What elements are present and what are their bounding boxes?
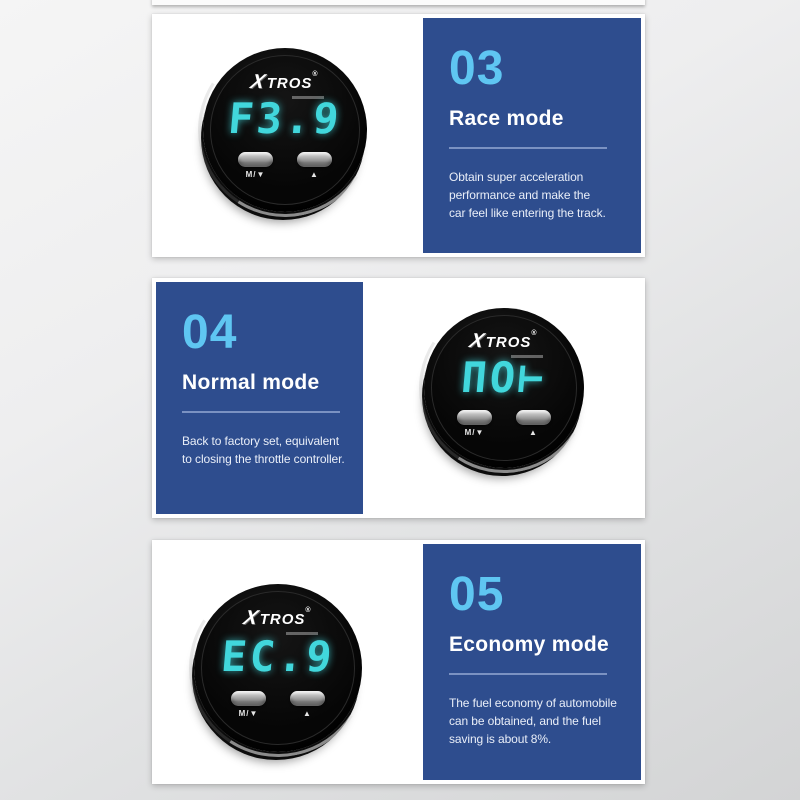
logo-x-glyph: X [467, 330, 488, 353]
mode-up-label: ▲ [529, 427, 538, 437]
divider-line [449, 673, 607, 675]
section-title: Normal mode [182, 371, 320, 395]
xtros-logo [202, 607, 354, 635]
divider-line [182, 411, 340, 413]
device-buttons [211, 152, 359, 179]
xtros-logo [211, 71, 359, 99]
section-description [449, 694, 641, 748]
logo-text: TROS [485, 334, 532, 352]
feature-card-normal [152, 278, 645, 518]
race-mode-panel [423, 18, 641, 253]
logo-tagline [292, 96, 324, 99]
device-face [431, 315, 577, 461]
button-pill [238, 152, 273, 167]
section-number: 04 [182, 306, 238, 359]
mode-down-button [231, 691, 266, 718]
economy-mode-panel [423, 544, 641, 780]
device-face [201, 591, 355, 745]
section-title: Economy mode [449, 633, 609, 657]
section-number: 05 [449, 568, 505, 621]
mode-up-label: ▲ [310, 170, 319, 180]
description-line: performance and make the [449, 188, 591, 203]
mode-down-button [457, 410, 492, 437]
description-line: saving is about 8%. [449, 732, 552, 747]
device-buttons [202, 691, 354, 718]
divider-line [449, 147, 607, 149]
previous-card-bottom-edge [152, 0, 645, 5]
mode-down-button [238, 152, 273, 179]
mode-display: EC.9 [219, 631, 337, 681]
mode-down-label: M/▼ [245, 170, 266, 180]
button-pill [231, 691, 266, 706]
logo-tagline [511, 355, 543, 358]
feature-card-race [152, 14, 645, 257]
logo-tagline [286, 632, 318, 635]
description-line: can be obtained, and the fuel [449, 714, 601, 729]
mode-up-button [297, 152, 332, 179]
registered-mark: ® [312, 70, 319, 78]
section-description [449, 168, 641, 222]
button-pill [516, 410, 551, 425]
section-description [182, 432, 363, 468]
logo-text: TROS [266, 74, 313, 92]
registered-mark: ® [305, 607, 312, 615]
description-line: to closing the throttle controller. [182, 452, 345, 467]
feature-card-economy [152, 540, 645, 784]
throttle-controller-device [194, 584, 362, 752]
throttle-controller-device [203, 48, 367, 212]
mode-down-label: M/▼ [238, 708, 259, 718]
device-buttons [432, 410, 576, 437]
description-line: Obtain super acceleration [449, 170, 584, 185]
description-line: car feel like entering the track. [449, 206, 606, 221]
section-number: 03 [449, 42, 505, 95]
button-pill [290, 691, 325, 706]
registered-mark: ® [531, 330, 538, 338]
mode-up-button [516, 410, 551, 437]
mode-up-label: ▲ [303, 708, 312, 718]
button-pill [297, 152, 332, 167]
section-title: Race mode [449, 107, 564, 131]
logo-x-glyph: X [241, 607, 262, 630]
xtros-logo [432, 330, 576, 358]
mode-up-button [290, 691, 325, 718]
description-line: The fuel economy of automobile [449, 696, 617, 711]
description-line: Back to factory set, equivalent [182, 434, 339, 449]
device-face [210, 55, 360, 205]
mode-display: ΠO⊢ [459, 353, 549, 403]
throttle-controller-device [424, 308, 584, 468]
mode-display: F3.9 [226, 94, 344, 144]
logo-x-glyph: X [248, 70, 269, 93]
button-pill [457, 410, 492, 425]
normal-mode-panel [156, 282, 363, 514]
mode-down-label: M/▼ [464, 427, 485, 437]
logo-text: TROS [259, 611, 306, 629]
